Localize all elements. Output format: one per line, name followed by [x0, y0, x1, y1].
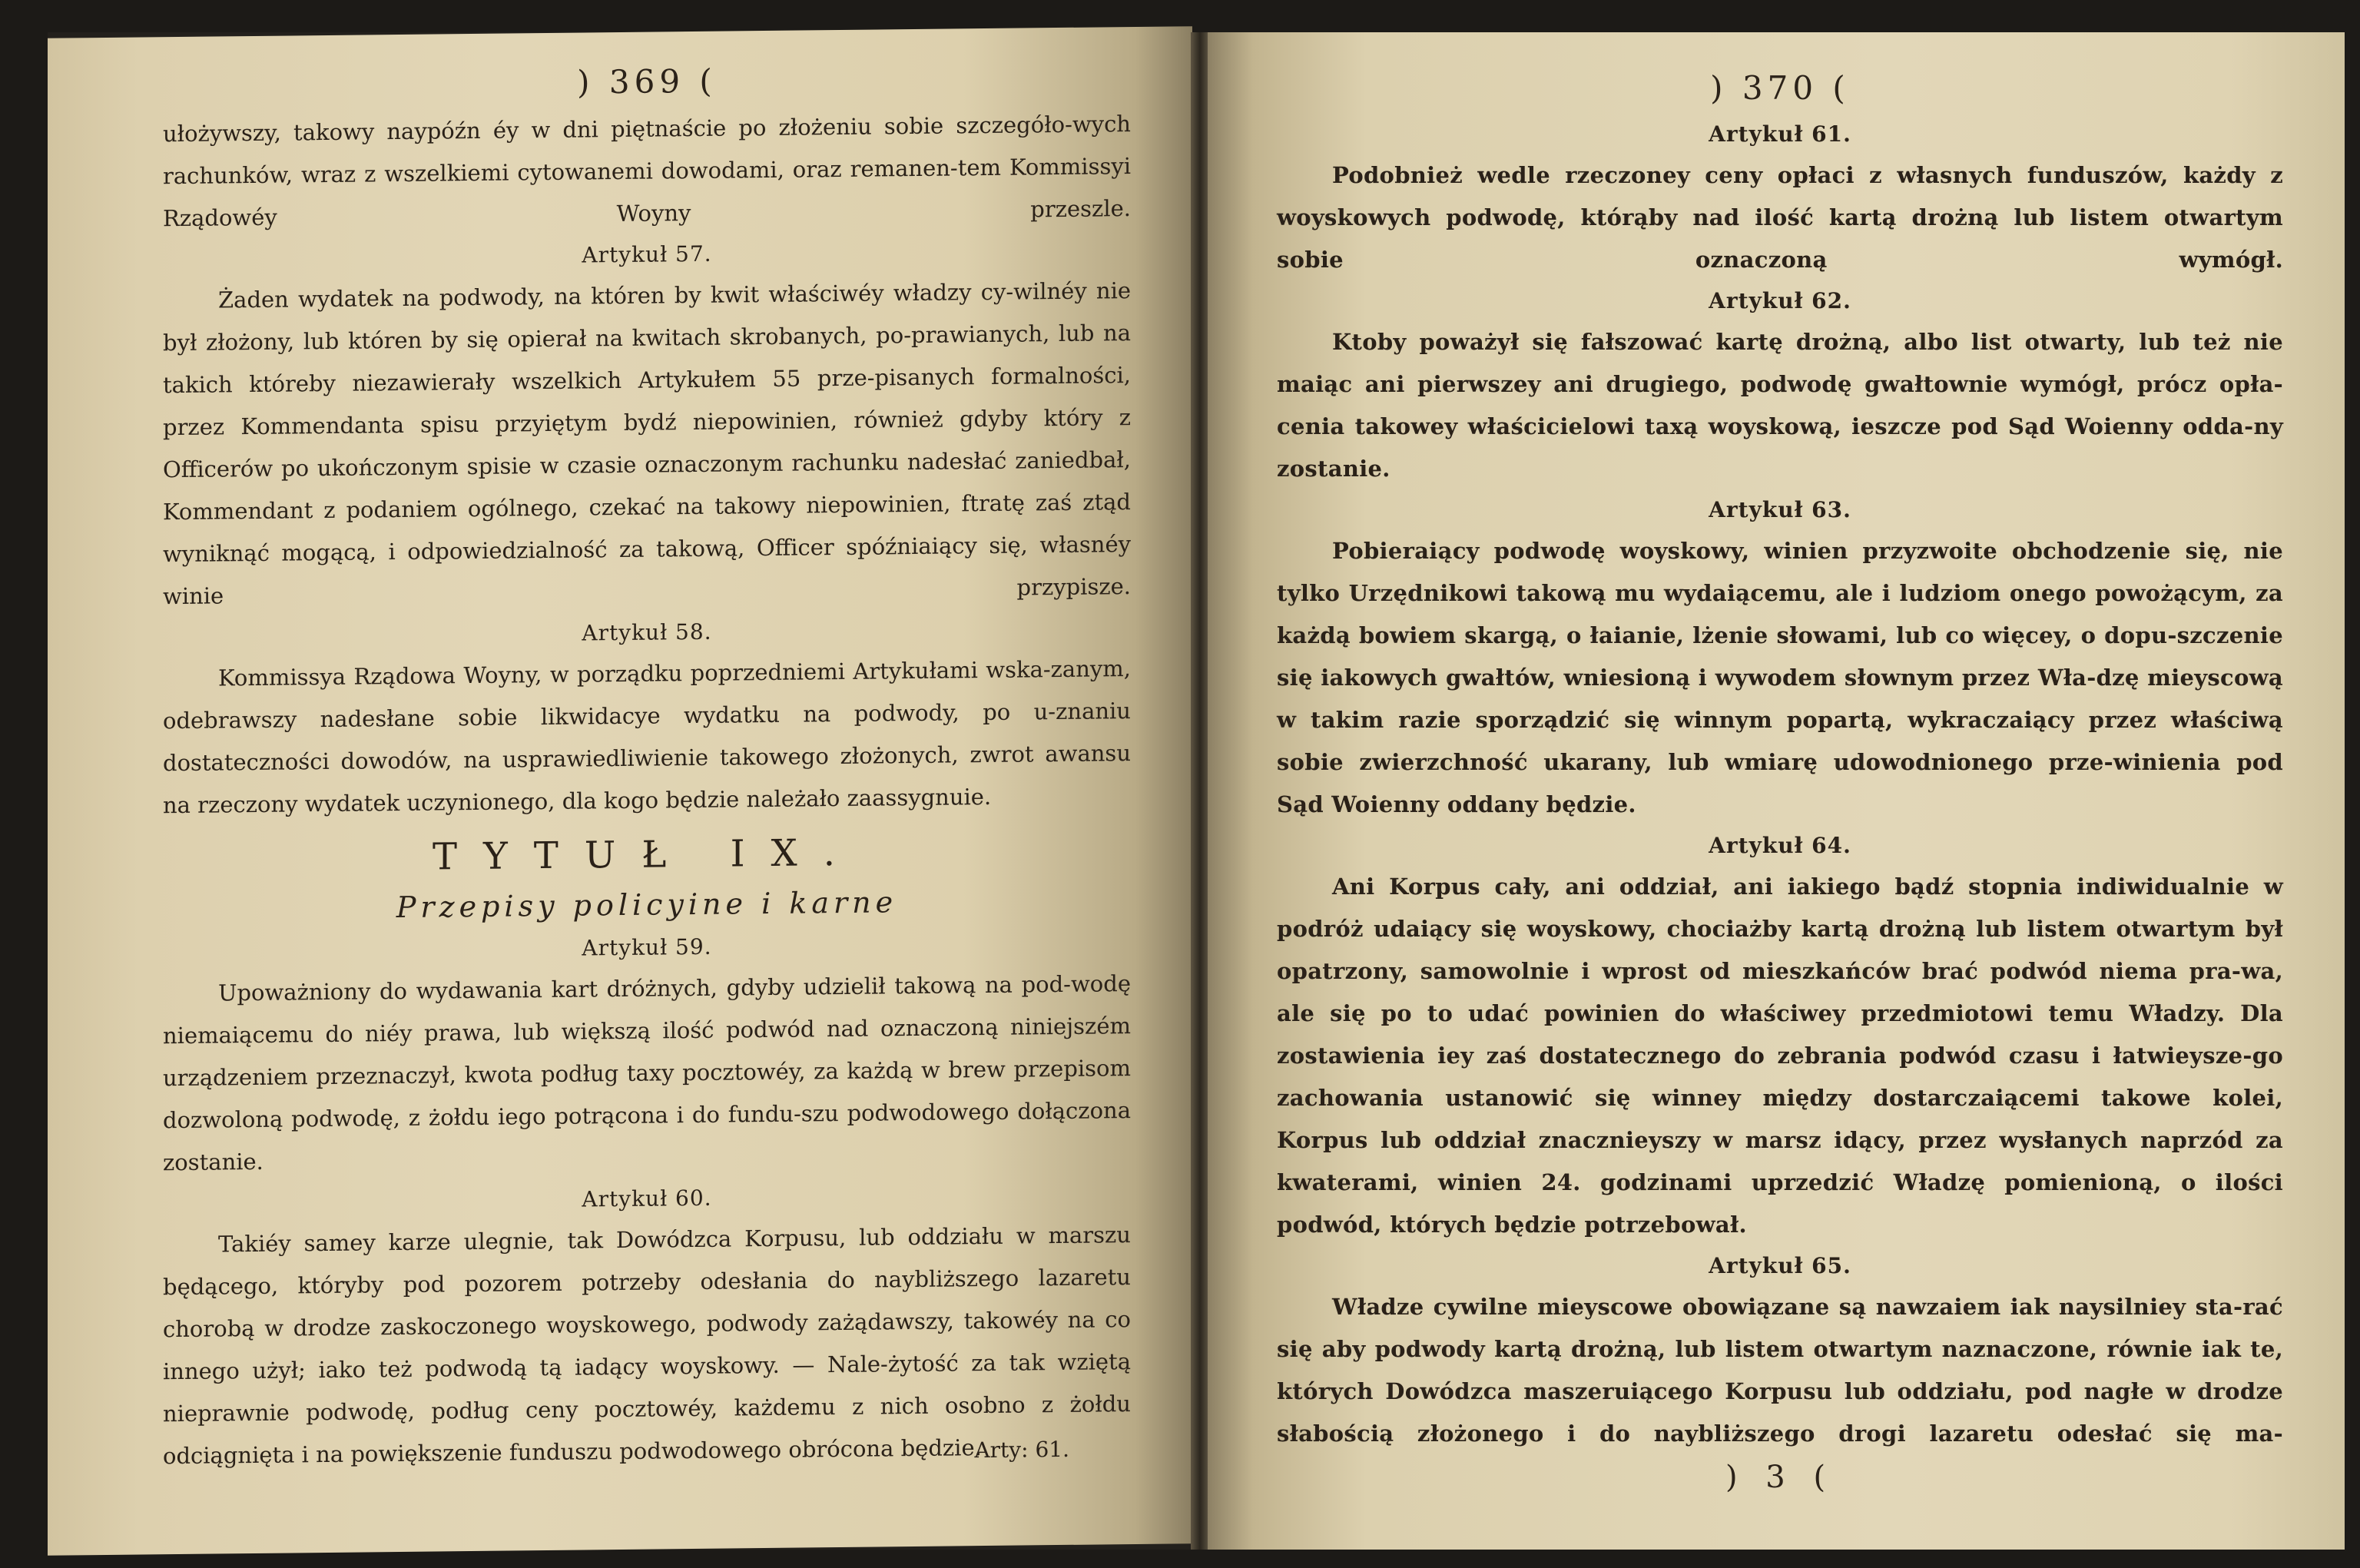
section-title: TYTUŁ IX.: [433, 830, 861, 879]
page-number-370: ) 370 (: [1710, 69, 1850, 107]
article-65-heading: Artykuł 65.: [1709, 1253, 1851, 1278]
article-60-heading: Artykuł 60.: [582, 1185, 712, 1212]
left-page: [48, 26, 1192, 1556]
book-spread: [48, 32, 2345, 1550]
article-60-text: Takiéy samey karze ulegnie, tak Dowódzca Korpusu, lub oddziału w marszu będącego, któryby pod pozorem potrzeby odesłania do naybliższego lazaretu chorobą w drodze zaskoczonego woyskowego, podwody zażądawszy, takowéy na co innego użył; iako też podwodą tą iadący woyskowy. — Nale-żytość za tak wziętą nieprawnie podwodę, podług ceny pocztowéy, każdemu z nich osobno z żołdu odciągnięta i na powiększenie funduszu podwodowego obrócona będzie.: [163, 1222, 1131, 1470]
book-gutter: [1191, 32, 1209, 1550]
right-page: [1208, 32, 2345, 1550]
article-62-heading: Artykuł 62.: [1709, 288, 1851, 313]
article-62-text: Ktoby poważył się fałszować kartę drożną, albo list otwarty, lub też nie maiąc ani pierwszey ani drugiego, podwodę gwałtownie wymógł, prócz opła-cenia takowey właścicielowi taxą woyskową, ieszcze pod Sąd Woienny odda-ny zostanie.: [1277, 329, 2283, 482]
article-57-heading: Artykuł 57.: [582, 240, 712, 268]
article-63-heading: Artykuł 63.: [1709, 497, 1851, 522]
article-63-text: Pobieraiący podwodę woyskowy, winien przyzwoite obchodzenie się, nie tylko Urzędnikowi takową mu wydaiącemu, ale i ludziom onego powożącym, za każdą bowiem skargą, o łaianie, lżenie słowami, lub co więcey, o dopu-szczenie się iakowych gwałtów, wniesioną i wywodem słownym przez Wła-dzę mieyscową w takim razie sporządzić się winnym popartą, wykraczaiący przez właściwą sobie zwierzchność ukarany, lub wmiarę udowodnionego prze-winienia pod Sąd Woienny oddany będzie.: [1277, 538, 2283, 817]
article-58-heading: Artykuł 58.: [582, 618, 712, 646]
catchword: Arty: 61.: [974, 1436, 1069, 1464]
section-subtitle: Przepisy policyine i karne: [396, 885, 898, 925]
article-59-heading: Artykuł 59.: [582, 933, 712, 961]
article-61-heading: Artykuł 61.: [1709, 121, 1851, 147]
article-57-text: Żaden wydatek na podwody, na któren by kwit właściwéy władzy cy-wilnéy nie był złożony, lub któren by się opierał na kwitach skrobanych, po-prawianych, lub na takich któreby niezawierały wszelkich Artykułem 55 prze-pisanych formalności, przez Kommendanta spisu przyiętym bydź niepowinien, również gdyby który z Officerów po ukończonym spisie w czasie oznaczonym rachunku nadesłać zaniedbał, Kommendant z podaniem ogólnego, czekać na takowy niepowinien, ftratę zaś ztąd wyniknąć mogącą, i odpowiedzialność za takową, Officer spóźniaiący się, własnéy winie przypisze.: [163, 277, 1131, 610]
continuation-paragraph: ułożywszy, takowy naypóźn éy w dni piętnaście po złożeniu sobie szczegóło-wych rachunków, wraz z wszelkiemi cytowanemi dowodami, oraz remanen-tem Kommissyi Rządowéy Woyny przeszle.: [163, 111, 1131, 232]
article-64-heading: Artykuł 64.: [1709, 833, 1851, 858]
article-65-text: Władze cywilne mieyscowe obowiązane są nawzaiem iak naysilniey sta-rać się aby podwody kartą drożną, lub listem otwartym naznaczone, równie iak te, których Dowódzca maszeruiącego Korpusu lub oddziału, pod nagłe w drodze słabością złożonego i do naybliższego drogi lazaretu odesłać się ma-: [1277, 1294, 2283, 1447]
article-58-text: Kommissya Rządowa Woyny, w porządku poprzedniemi Artykułami wska-zanym, odebrawszy nadesłane sobie likwidacye wydatku na podwody, po u-znaniu dostateczności dowodów, na usprawiedliwienie takowego złożonych, zwrot awansu na rzeczony wydatek uczynionego, dla kogo będzie należało zaassygnuie.: [163, 655, 1131, 819]
article-59-text: Upoważniony do wydawania kart dróżnych, gdyby udzielił takową na pod-wodę niemaiącemu do niéy prawa, lub większą ilość podwód nad oznaczoną niniejszém urządzeniem przeznaczył, kwota podług taxy pocztowéy, za każdą w brew przepisom dozwoloną podwodę, z żołdu iego potrącona i do fundu-szu podwodowego dołączona zostanie.: [163, 970, 1131, 1176]
signature-mark: ) 3 (: [1725, 1460, 1835, 1495]
article-61-text: Podobnież wedle rzeczoney ceny opłaci z własnych funduszów, każdy z woyskowych podwodę, którąby nad ilość kartą drożną lub listem otwartym sobie oznaczoną wymógł.: [1277, 162, 2283, 273]
page-number-369: ) 369 (: [577, 61, 717, 101]
article-64-text: Ani Korpus cały, ani oddział, ani iakiego bądź stopnia indiwidualnie w podróż udaiący się woyskowy, chociażby kartą drożną lub listem otwartym był opatrzony, samowolnie i wprost od mieszkańców brać podwód niema pra-wa, ale się po to udać powinien do właściwey przedmiotowi temu Władzy. Dla zostawienia iey zaś dostatecznego do zebrania podwód czasu i łatwieysze-go zachowania ustanowić się winney między dostarczaiącemi takowe kolei, Korpus lub oddział znacznieyszy w marsz idący, przez wysłanych naprzód za kwaterami, winien 24. godzinami uprzedzić Władzę pomienioną, o ilości podwód, których będzie potrzebował.: [1277, 874, 2283, 1238]
